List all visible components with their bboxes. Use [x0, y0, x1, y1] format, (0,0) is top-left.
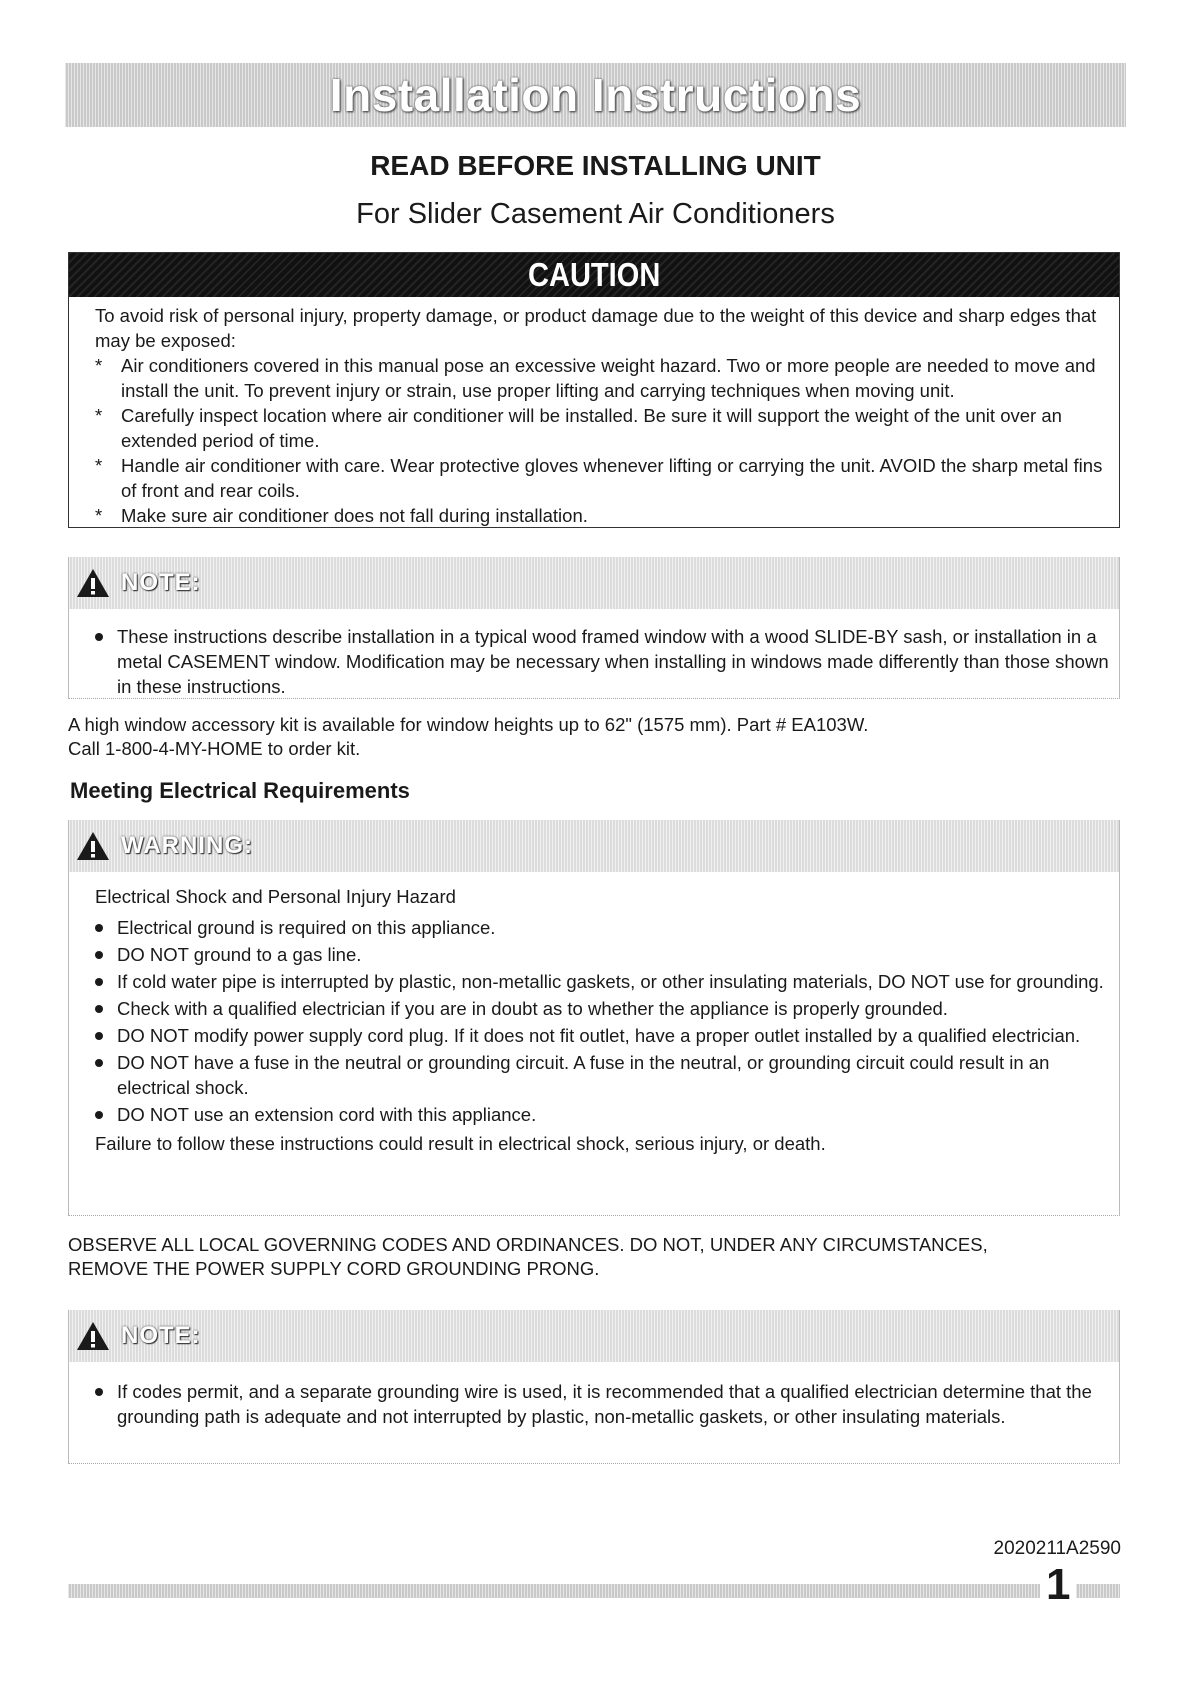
caution-body	[69, 297, 1119, 528]
warning-box	[68, 820, 1120, 1216]
note-header	[69, 557, 1119, 609]
accessory-line-1: A high window accessory kit is available for window heights up to 62" (1575 mm). Part # EA103W.	[68, 714, 869, 735]
model-code: 2020211A2590	[993, 1538, 1121, 1559]
note-list	[69, 1362, 1119, 1429]
bullet-icon	[95, 1059, 103, 1067]
warning-triangle-icon	[75, 1320, 111, 1352]
warning-list	[69, 909, 1119, 1127]
warning-item-text: DO NOT ground to a gas line.	[117, 944, 362, 965]
caution-item	[95, 353, 1119, 403]
asterisk-marker: *	[95, 405, 103, 426]
note-item	[69, 1379, 1119, 1429]
caution-item	[95, 503, 1119, 528]
warning-intro: Electrical Shock and Personal Injury Hazard	[95, 886, 456, 907]
warning-item-text: DO NOT have a fuse in the neutral or grounding circuit. A fuse in the neutral, or grounding circuit could result in an electrical shock.	[117, 1052, 1050, 1098]
page-number: 1	[1040, 1562, 1076, 1608]
caution-item	[95, 403, 1119, 453]
caution-item	[95, 453, 1119, 503]
caution-item-text: Air conditioners covered in this manual pose an excessive weight hazard. Two or more people are needed to move and install the unit. To prevent injury or strain, use proper lifting and carrying techniques when moving unit.	[121, 355, 1096, 401]
asterisk-marker: *	[95, 455, 103, 476]
bullet-icon	[95, 1005, 103, 1013]
bullet-icon	[95, 1388, 103, 1396]
note-box-grounding	[68, 1310, 1120, 1464]
bullet-icon	[95, 633, 103, 641]
note-item-text: If codes permit, and a separate grounding wire is used, it is recommended that a qualified electrician determine that the grounding path is adequate and not interrupted by plastic, non-metallic gaskets, or other insulating materials.	[117, 1381, 1092, 1427]
warning-item	[69, 915, 1119, 940]
page-title: Installation Instructions	[329, 69, 862, 121]
warning-item-text: Electrical ground is required on this appliance.	[117, 917, 496, 938]
observe-paragraph	[68, 1233, 988, 1281]
warning-outro: Failure to follow these instructions could result in electrical shock, serious injury, or death.	[95, 1133, 826, 1154]
product-subtitle: For Slider Casement Air Conditioners	[356, 198, 835, 230]
bullet-icon	[95, 1111, 103, 1119]
caution-item-text: Handle air conditioner with care. Wear protective gloves whenever lifting or carrying the unit. AVOID the sharp metal fins of front and rear coils.	[121, 455, 1103, 501]
observe-line-2: REMOVE THE POWER SUPPLY CORD GROUNDING PRONG.	[68, 1258, 600, 1279]
bullet-icon	[95, 978, 103, 986]
caution-intro: To avoid risk of personal injury, property damage, or product damage due to the weight of this device and sharp edges that may be exposed:	[95, 305, 1097, 351]
electrical-section-title: Meeting Electrical Requirements	[70, 778, 410, 803]
note-item	[69, 624, 1119, 699]
note-header	[69, 1310, 1119, 1362]
warning-item-text: Check with a qualified electrician if you are in doubt as to whether the appliance is properly grounded.	[117, 998, 948, 1019]
warning-header	[69, 820, 1119, 872]
bullet-icon	[95, 924, 103, 932]
note-label: NOTE:	[121, 1322, 201, 1349]
warning-item	[69, 969, 1119, 994]
warning-item	[69, 1102, 1119, 1127]
warning-item-text: DO NOT use an extension cord with this appliance.	[117, 1104, 537, 1125]
warning-item-text: If cold water pipe is interrupted by plastic, non-metallic gaskets, or other insulating materials, DO NOT use for grounding.	[117, 971, 1104, 992]
warning-item	[69, 1050, 1119, 1100]
warning-item	[69, 942, 1119, 967]
warning-triangle-icon	[75, 830, 111, 862]
asterisk-marker: *	[95, 505, 103, 526]
bullet-icon	[95, 951, 103, 959]
note-item-text: These instructions describe installation in a typical wood framed window with a wood SLIDE-BY sash, or installation in a metal CASEMENT window. Modification may be necessary when installing in windows made differently than those shown in these instructions.	[117, 626, 1109, 697]
caution-box	[68, 252, 1120, 528]
accessory-line-2: Call 1-800-4-MY-HOME to order kit.	[68, 738, 361, 759]
caution-header	[69, 253, 1119, 297]
warning-item-text: DO NOT modify power supply cord plug. If it does not fit outlet, have a proper outlet installed by a qualified electrician.	[117, 1025, 1081, 1046]
read-before-heading: READ BEFORE INSTALLING UNIT	[370, 150, 821, 181]
caution-item-text: Carefully inspect location where air conditioner will be installed. Be sure it will support the weight of the unit over an extended period of time.	[121, 405, 1062, 451]
observe-line-1: OBSERVE ALL LOCAL GOVERNING CODES AND ORDINANCES. DO NOT, UNDER ANY CIRCUMSTANCES,	[68, 1234, 988, 1255]
caution-item-text: Make sure air conditioner does not fall during installation.	[121, 505, 588, 526]
asterisk-marker: *	[95, 355, 103, 376]
caution-title: CAUTION	[527, 256, 661, 293]
caution-list	[95, 353, 1119, 528]
accessory-paragraph	[68, 713, 868, 761]
bullet-icon	[95, 1032, 103, 1040]
title-banner	[65, 63, 1126, 127]
footer-bar	[68, 1584, 1120, 1598]
warning-item	[69, 1023, 1119, 1048]
warning-triangle-icon	[75, 567, 111, 599]
note-label: NOTE:	[121, 569, 201, 596]
warning-label: WARNING:	[121, 832, 253, 859]
warning-item	[69, 996, 1119, 1021]
note-box-installation	[68, 557, 1120, 699]
note-list	[69, 609, 1119, 699]
